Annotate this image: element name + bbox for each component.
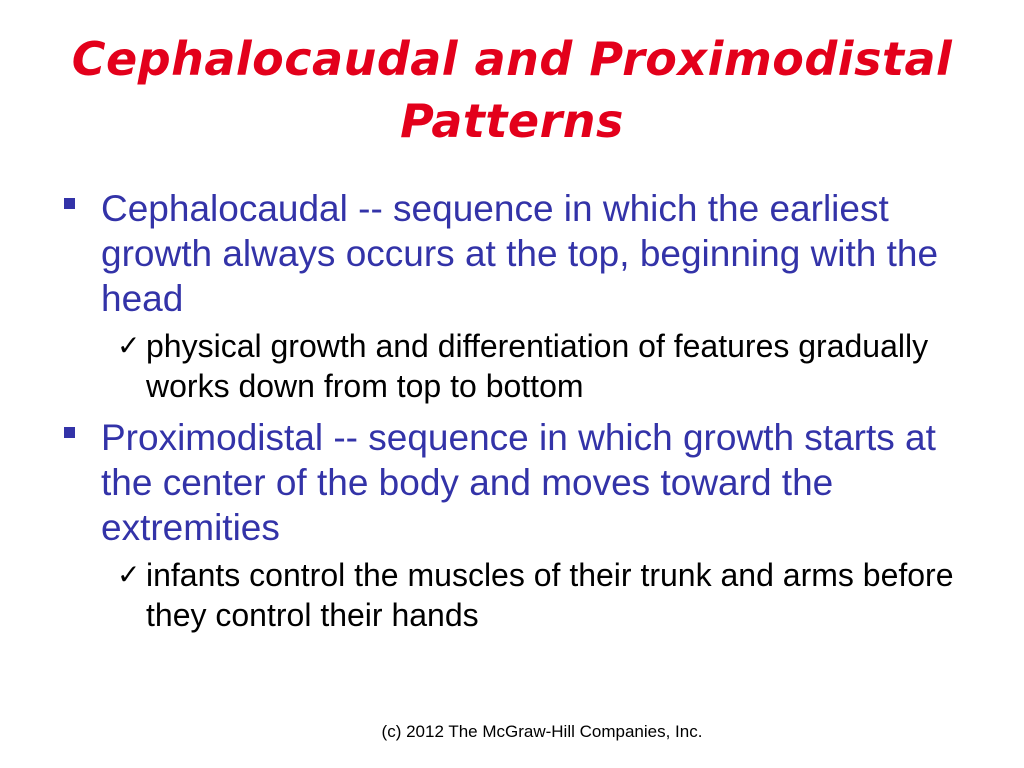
square-bullet-icon [64,198,75,209]
copyright-footer: (c) 2012 The McGraw-Hill Companies, Inc. [381,722,703,741]
sub-bullet-text: infants control the muscles of their trunk and arms before they control their hands [146,557,954,633]
sub-bullet-item [64,555,984,635]
slide-title: Cephalocaudal and Proximodistal Patterns [71,32,953,148]
bullet-text: Proximodistal -- sequence in which growth starts at the center of the body and moves toward the extremities [101,417,936,548]
slide-body [64,186,984,644]
checkmark-icon: ✓ [117,329,141,362]
square-bullet-icon [64,427,75,438]
bullet-text: Cephalocaudal -- sequence in which the earliest growth always occurs at the top, beginning with the head [101,188,939,319]
bullet-item-proximodistal [64,415,984,550]
bullet-item-cephalocaudal [64,186,984,321]
sub-bullet-item [64,326,984,406]
sub-bullet-text: physical growth and differentiation of features gradually works down from top to bottom [146,328,929,404]
checkmark-icon: ✓ [117,558,141,591]
